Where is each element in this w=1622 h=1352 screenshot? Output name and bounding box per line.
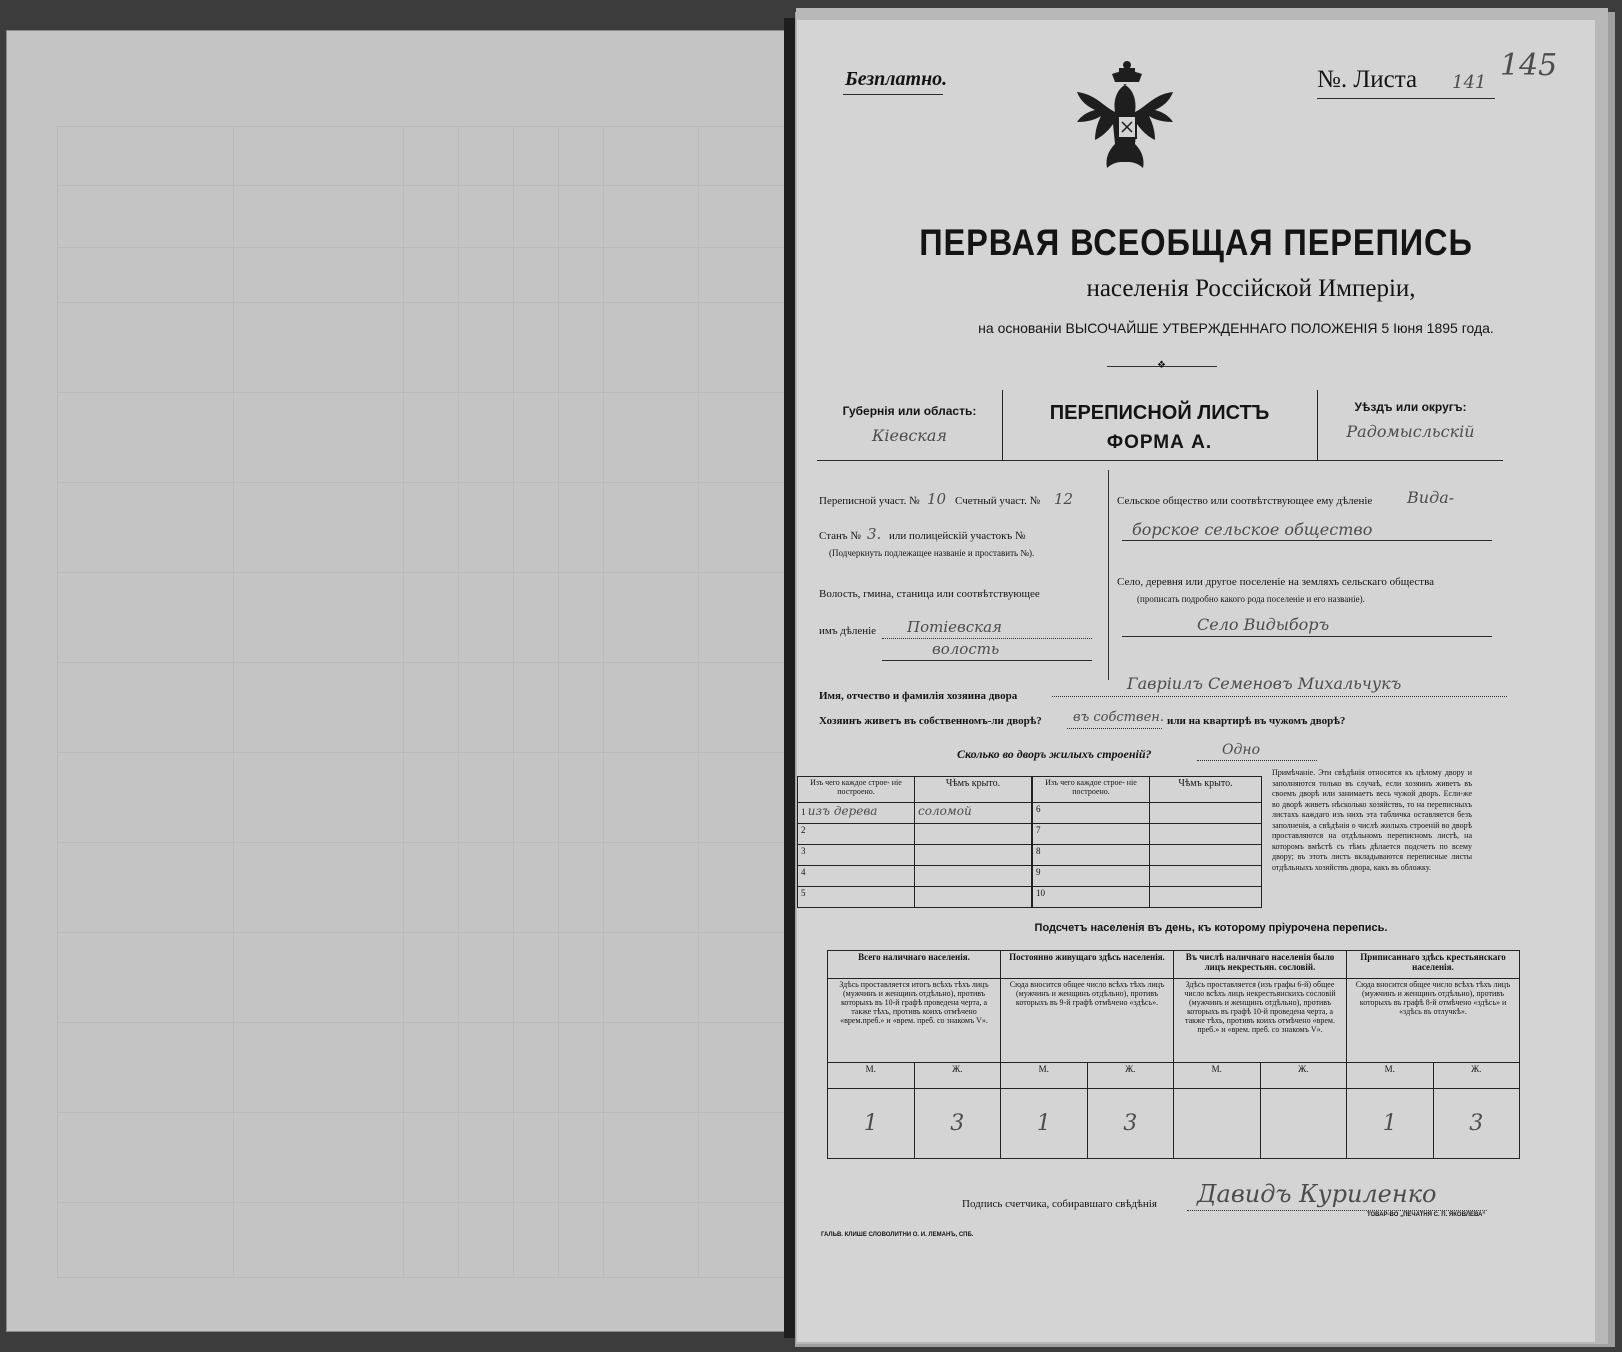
census-district-label: Переписной участ. № [819,495,920,507]
pop-col-nonpeasant-desc: Здѣсь проставляется (изъ графы 6-й) общее число всѣхъ лицъ некрестьянскихъ сословій (мужчинъ и женщинъ отдѣльно), противъ которыхъ въ графѣ 10-й проведена черта, а также тѣхъ, противъ коихъ отмѣчено «врем. преб.» и «врем. преб. со знакомъ V». [1174,979,1347,1063]
buildings-col-material-2: Изъ чего каждое строе- ніе построено. [1033,777,1150,803]
imprint-right: ТОВАР-ВО „ПЕЧАТНЯ С. П. ЯКОВЛЕВА“ [1367,1212,1486,1218]
female-label: Ж. [914,1063,1001,1089]
table-row [1033,866,1262,887]
stan-value: 3. [867,525,882,543]
guberniya-box [817,390,1003,461]
pop-col-registered-header: Приписаннаго здѣсь крестьянскаго населенія. [1347,951,1520,979]
volost-value-1: Потіевская [907,618,1002,636]
row-number: 7 [1033,824,1150,845]
count-district-label: Счетный участ. № [955,495,1041,507]
present-male-count: 1 [828,1089,915,1159]
table-row [798,824,1032,845]
guberniya-value: Кіевская [872,426,947,445]
pop-col-registered-desc: Сюда вносится общее число всѣхъ тѣхъ лицъ (мужчинъ и женщинъ отдѣльно), противъ которыхъ въ графѣ 8-й отмѣчено «здѣсь» и «здѣсь въ отлучкѣ». [1347,979,1520,1063]
owner-label: Имя, отчество и фамилія хозяина двора [819,690,1018,702]
row-number: 5 [798,887,915,908]
form-title-1: ПЕРЕПИСНОЙ ЛИСТЪ [1049,402,1270,424]
uezd-box [1317,390,1503,461]
count-district-value: 12 [1054,490,1074,508]
signature-label: Подпись счетчика, собиравшаго свѣдѣнія [962,1198,1157,1210]
table-row [1033,803,1262,824]
population-table [827,950,1520,1159]
stan-rest: или полицейскій участокъ № [889,530,1026,542]
form-title-2: ФОРМА А. [1106,432,1213,453]
volost-label-1: Волость, гмина, станица или соотвѣтствующее [819,588,1040,600]
free-label: Безплатно. [845,68,948,90]
row-number: 3 [798,845,915,866]
table-row [798,803,1032,824]
male-label: М. [1001,1063,1088,1089]
guberniya-label: Губернія или область: [842,404,977,418]
table-row [1033,845,1262,866]
census-district-value: 10 [927,490,947,508]
census-basis-line: на основаніи ВЫСОЧАЙШЕ УТВЕРЖДЕННАГО ПОЛОЖЕНІЯ 5 Іюня 1895 года. [978,320,1494,336]
village-note: (прописать подробно какого рода поселеніе и его названіе). [1137,594,1365,604]
buildings-note: Примѣчаніе. Эти свѣдѣнія относятся къ цѣлому двору и заполняются только въ случаѣ, если хозяинъ живетъ въ своемъ дворѣ или занимаетъ весь чужой дворъ. Если-же во дворѣ живетъ нѣсколько хозяйствъ, то на переписныхъ листахъ каждаго изъ нихъ эта табличка оставляется безъ заполненія, а свѣдѣнія о числѣ жилыхъ строеній во дворѣ проставляются на отдѣльномъ переписномъ листѣ, на которомъ вмѣстѣ съ тѣмъ дѣлается подсчетъ по всему двору; въ этотъ листъ вкладываются переписные листы отдѣльныхъ хозяйствъ двора, какъ въ обложку. [1272,768,1472,872]
table-row [798,887,1032,908]
society-value-2: борское сельское общество [1132,520,1373,539]
volost-value-2: волость [932,640,1000,658]
row-number: 2 [798,824,915,845]
stan-label: Станъ № [819,530,861,542]
table-row [1033,887,1262,908]
imprint-left: ГАЛЬВ. КЛИШЕ СЛОВОЛИТНИ О. И. ЛЕМАНЪ, СПБ. [821,1232,974,1238]
building-material: изъ дерева [807,804,878,818]
uezd-label: Уѣздъ или округъ: [1354,400,1467,414]
owner-value: Гаврiилъ Семеновъ Михальчукъ [1127,674,1402,693]
pop-col-present-desc: Здѣсь проставляется итогъ всѣхъ тѣхъ лицъ (мужчинъ и женщинъ отдѣльно), противъ которыхъ въ 10-й графѣ проведена черта, а также тѣхъ, противъ коихъ отмѣчено «врем.преб.» и «врем. преб. со знакомъ V». [828,979,1001,1063]
buildings-col-material: Изъ чего каждое строе- ніе построено. [798,777,915,803]
male-label: М. [1347,1063,1434,1089]
row-number: 8 [1033,845,1150,866]
nonpeasant-male-count [1174,1089,1261,1159]
imperial-eagle-emblem [1072,60,1182,185]
row-number: 1 [801,807,806,817]
buildings-label: Сколько во дворъ жилыхъ строеній? [957,747,1152,761]
present-female-count: 3 [914,1089,1001,1159]
row-number: 4 [798,866,915,887]
registered-female-count: 3 [1433,1089,1520,1159]
residence-rest: или на квартирѣ въ чужомъ дворѣ? [1167,715,1346,727]
archive-number: 145 [1500,48,1558,83]
volost-label-2: имъ дѣленіе [819,625,877,637]
uezd-value: Радомысльскій [1346,422,1475,441]
society-value-1: Вида- [1407,488,1455,507]
residence-value: въ собствен. [1073,710,1164,725]
female-label: Ж. [1260,1063,1347,1089]
permanent-male-count: 1 [1001,1089,1088,1159]
census-form-page [797,20,1595,1342]
sheet-number-label: №. Листа [1317,66,1418,93]
buildings-col-roof-2: Чѣмъ крыто. [1150,777,1262,803]
faded-bleedthrough-grid [57,126,786,1278]
sheet-number-value: 141 [1452,72,1487,93]
row-number: 10 [1033,887,1150,908]
male-label: М. [1174,1063,1261,1089]
building-roof: соломой [915,803,1032,824]
pop-col-nonpeasant-header: Въ числѣ наличнаго населенія было лицъ некрестьян. сословій. [1174,951,1347,979]
buildings-value: Одно [1222,742,1261,758]
residence-label: Хозяинъ живетъ въ собственномъ-ли дворѣ? [819,715,1042,727]
table-row [798,866,1032,887]
village-label: Село, деревня или другое поселеніе на земляхъ сельскаго общества [1117,576,1435,588]
female-label: Ж. [1087,1063,1174,1089]
village-value: Село Видыборъ [1197,615,1330,634]
row-number: 6 [1033,803,1150,824]
pop-col-permanent-desc: Сюда вносится общее число всѣхъ тѣхъ лицъ (мужчинъ и женщинъ отдѣльно), противъ которыхъ въ 9-й графѣ отмѣчено «здѣсь». [1001,979,1174,1063]
signature-value: Давидъ Куриленко [1197,1180,1437,1208]
nonpeasant-female-count [1260,1089,1347,1159]
row-number: 9 [1033,866,1150,887]
male-label: М. [828,1063,915,1089]
buildings-table-right [1032,776,1262,908]
pop-col-present-header: Всего наличнаго населенія. [828,951,1001,979]
table-row [1033,824,1262,845]
buildings-table-left [797,776,1032,908]
stan-note: (Подчеркнуть подлежащее названіе и проставить №). [829,548,1035,558]
ornament-glyph: ❖ [1157,360,1166,371]
female-label: Ж. [1433,1063,1520,1089]
registered-male-count: 1 [1347,1089,1434,1159]
table-row [798,845,1032,866]
permanent-female-count: 3 [1087,1089,1174,1159]
census-main-title: ПЕРВАЯ ВСЕОБЩАЯ ПЕРЕПИСЬ [919,222,1473,263]
population-title: Подсчетъ населенія въ день, къ которому пріурочена перепись. [1034,922,1388,934]
field-column-divider [1108,470,1109,680]
left-blank-page [6,30,786,1332]
census-subtitle: населенія Россійской Имперіи, [1086,275,1416,302]
buildings-col-roof: Чѣмъ крыто. [915,777,1032,803]
society-label: Сельское общество или соотвѣтствующее ему дѣленіе [1117,495,1373,507]
pop-col-permanent-header: Постоянно живущаго здѣсь населенія. [1001,951,1174,979]
